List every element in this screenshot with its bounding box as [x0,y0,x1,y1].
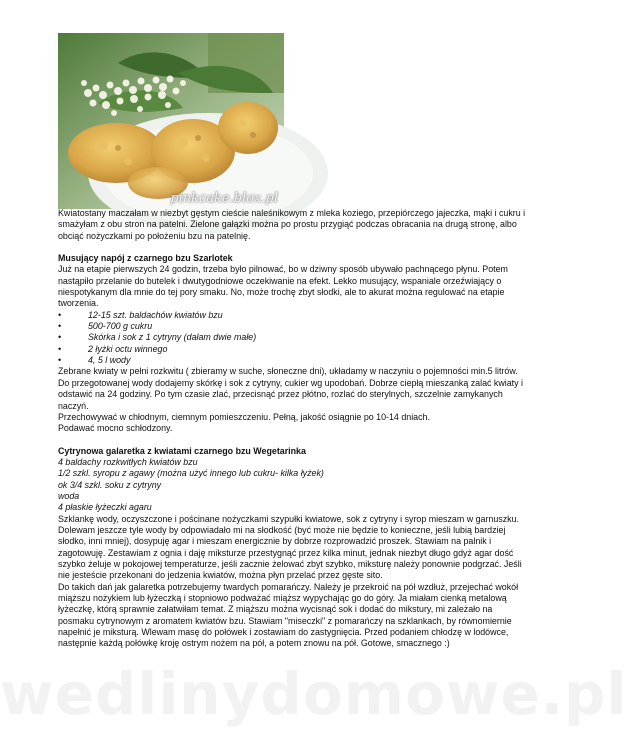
ingredient-line: 1/2 szkl. syropu z agawy (można użyć innego lub cukru- kilka łyżek) [58,468,324,479]
recipe-2-ingredients [58,457,526,514]
site-watermark: wedlinydomowe.pl [0,660,627,728]
recipe-2-method-1: Szklankę wody, oczyszczone i pościnane nożyczkami szypułki kwiatowe, sok z cytryny i syrop mieszam w garnuszku. Dolewam jeszcze tyle wody by odpowiadało mi na słodkość (być może nie będzie to konieczne, jeśli lubią bardziej słodko, inni mniej), dosypuję agar i mieszam energicznie by dobrze rozprowadzić proszek. Stawiam na palnik i zagotowuję. Zestawiam z ognia i daję miksturze przestygnąć przez kilka minut, jednak niezbyt długo gdyż agar dość szybko żeluje w pokojowej temperaturze, jeśli zacznie żelować zbyt szybko, miksturę należy ponownie podgrzać. Jeśli nie jesteście przekonani do jedzenia kwiatów, można płyn przelać przez gęste sito. [58,513,522,581]
ingredient-line: woda [58,490,80,501]
photo-watermark-caption: pinkcake.blox.pl [170,191,278,206]
recipe-2-method-2: Do takich dań jak galaretka potrzebujemy twardych pomarańczy. Należy je przekroić na pół wzdłuż, przejechać wokół miąższu nożykiem lub łyżeczką i stopniowo podważać miąższ wypychając go do góry. Ja miałam cienką metalową łyżeczkę, którą sprawnie załatwiłam temat. Z miąższu można wycisnąć sok i dodać do mikstury, mi zależało na posmaku cytrynowym z aromatem kwiatów bzu. Stawiam "miseczki" z pomarańczy na szklankach, by równomiernie napełnić je miksturą. Wlewam masę do połówek i zostawiam do zastygnięcia. Przed podaniem chłodzę w lodówce, następnie każdą połówkę kroję ostrym nożem na pół, a potem znowu na pół. Gotowe, smacznego :) [58,581,519,649]
ingredient-line: 4 baldachy rozkwitłych kwiatów bzu [58,456,198,467]
article-body [58,208,526,650]
recipe-1-storage: Przechowywać w chłodnym, ciemnym pomieszczeniu. Pełną, jakość osiągnie po 10-14 dniach. [58,411,430,422]
ingredient-item: • Skórka i sok z 1 cytryny (dałam dwie małe) [58,332,526,343]
ingredient-item: • 500-700 g cukru [58,321,526,332]
intro-paragraph: Kwiatostany maczałam w niezbyt gęstym cieście naleśnikowym z mleka koziego, przepiórczego jajeczka, mąki i cukru i smażyłam z obu stron na patelni. Zielone gałązki można po prostu przygiąć podczas obracania na drugą stronę, albo obciąć nożyczkami po położeniu bzu na patelnię. [58,208,526,241]
ingredient-item: • 2 łyżki octu winnego [58,344,526,355]
recipe-2-title: Cytrynowa galaretka z kwiatami czarnego bzu Wegetarinka [58,445,306,456]
fried-elderflower-photo [58,33,284,209]
ingredient-line: ok 3/4 szkl. soku z cytryny [58,479,162,490]
ingredient-item: • 12-15 szt. baldachów kwiatów bzu [58,310,526,321]
recipe-1-title: Musujący napój z czarnego bzu Szarlotek [58,253,233,264]
recipe-1-serving: Podawać mocno schłodzony. [58,423,173,434]
ingredient-line: 4 płaskie łyżeczki agaru [58,502,152,513]
recipe-1-method: Zebrane kwiaty w pełni rozkwitu ( zbieramy w suche, słoneczne dni), układamy w naczyniu o pojemności min.5 litrów. Do przegotowanej wody dodajemy skórkę i sok z cytryny, cukier wg upodobań. Dobrze ciepłą mieszanką zalać kwiaty i odstawić na 24 godziny. Po tym czasie zlać, przecisnąć przez płótno, rozlać do sterylnych, szczelnie zamykanych naczyń. [58,366,524,411]
recipe-1-intro: Już na etapie pierwszych 24 godzin, trzeba było pilnować, bo w dziwny sposób ubywało pachnącego płynu. Potem nastąpiło przelanie do butelek i dwutygodniowe oczekiwanie na efekt. Lekko musujący, wspaniale orzeźwiający o niespotykanym dla mnie do tej pory smaku. No, może trochę zbyt słodki, ale to akurat można regulować na etapie tworzenia. [58,264,508,309]
ingredient-item: • 4, 5 l wody [58,355,526,366]
elderflower-fritters-illustration [58,33,284,209]
recipe-1-ingredients [58,310,526,367]
